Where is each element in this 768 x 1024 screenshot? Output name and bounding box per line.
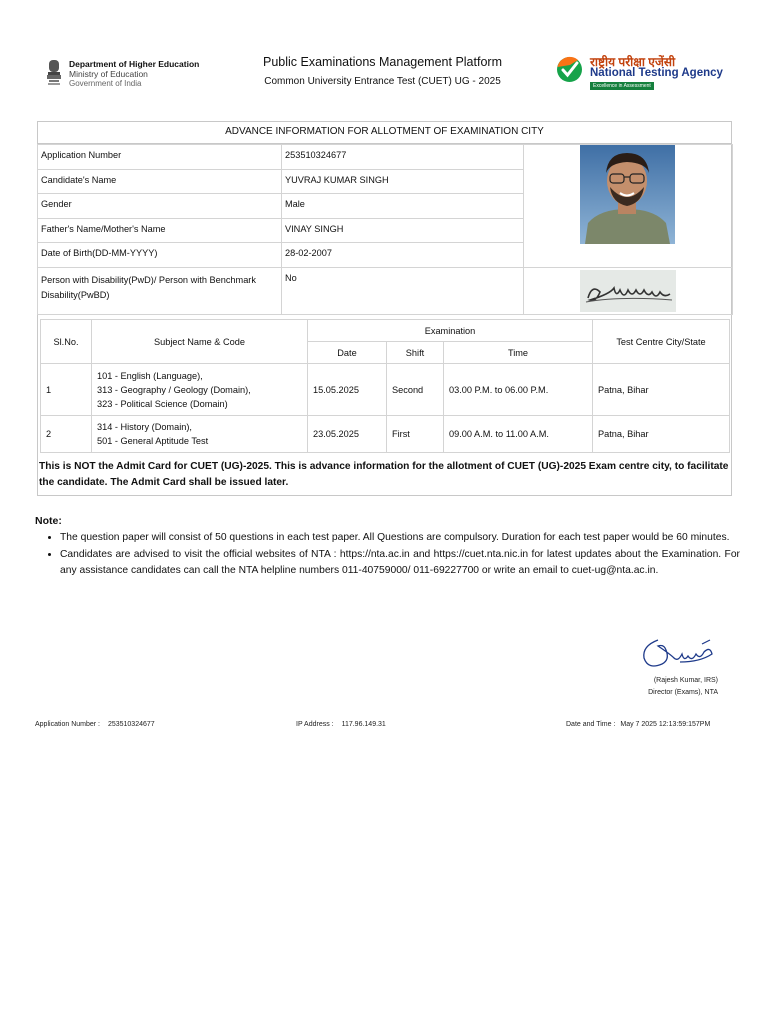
cell-time: 09.00 A.M. to 11.00 A.M. bbox=[444, 416, 593, 453]
value-pwd: No bbox=[282, 267, 524, 314]
advance-info-notice: This is NOT the Admit Card for CUET (UG)-2025. This is advance information for the allotment of CUET (UG)-2025 Exam centre city, to facilitate the candidate. The Admit Card shall be issued later. bbox=[39, 461, 729, 488]
label-dob: Date of Birth(DD-MM-YYYY) bbox=[38, 243, 282, 268]
list-item: • The question paper will consist of 50 questions in each test paper. All Questions are compulsory. Duration for each test paper would be 60 minutes. bbox=[60, 530, 740, 547]
nta-hindi-name: राष्ट्रीय परीक्षा एजेंसी bbox=[590, 55, 676, 69]
cell-subjects bbox=[92, 364, 308, 416]
director-signature bbox=[640, 632, 715, 672]
subject-line: 314 - History (Domain), bbox=[97, 422, 192, 432]
page-title: Public Examinations Management Platform bbox=[262, 55, 502, 69]
signature-icon bbox=[580, 270, 676, 312]
header-sl: Sl.No. bbox=[41, 320, 92, 364]
page-subtitle: Common University Entrance Test (CUET) UG - 2025 bbox=[264, 76, 501, 87]
header-examination: Examination bbox=[308, 320, 593, 342]
footer-datetime-label: Date and Time : bbox=[566, 721, 616, 728]
footer-datetime-value: May 7 2025 12:13:59:157PM bbox=[620, 721, 711, 728]
label-candidate-name: Candidate's Name bbox=[38, 169, 282, 194]
signatory-name: (Rajesh Kumar, IRS) bbox=[653, 677, 718, 684]
doe-line2: Ministry of Education bbox=[69, 69, 148, 79]
director-signature-icon bbox=[640, 632, 715, 672]
value-parent-name: VINAY SINGH bbox=[282, 218, 524, 243]
subject-line: 313 - Geography / Geology (Domain), bbox=[97, 384, 251, 395]
value-application-number: 253510324677 bbox=[282, 145, 524, 170]
label-pwd: Person with Disability(PwD)/ Person with Benchmark Disability(PwBD) bbox=[38, 267, 282, 314]
note-list bbox=[40, 530, 740, 580]
doe-line1: Department of Higher Education bbox=[69, 59, 200, 69]
person-photo-icon bbox=[580, 145, 675, 244]
value-dob: 28-02-2007 bbox=[282, 243, 524, 268]
exam-table bbox=[40, 319, 730, 453]
header-subject: Subject Name & Code bbox=[92, 320, 308, 364]
doe-line3: Government of India bbox=[69, 79, 142, 88]
nta-logo bbox=[556, 53, 736, 93]
header-shift: Shift bbox=[387, 342, 444, 364]
footer-ip-value: 117.96.149.31 bbox=[341, 721, 386, 728]
nta-tagline: Excellence in Assessment bbox=[590, 82, 654, 90]
cell-shift: Second bbox=[387, 364, 444, 416]
table-header-row bbox=[41, 320, 730, 342]
footer-application-value: 253510324677 bbox=[107, 721, 155, 728]
footer-application bbox=[35, 721, 155, 728]
cell-sl: 1 bbox=[41, 364, 92, 416]
subject-line: 501 - General Aptitude Test bbox=[97, 436, 209, 446]
cell-time: 03.00 P.M. to 06.00 P.M. bbox=[444, 364, 593, 416]
label-application-number: Application Number bbox=[38, 145, 282, 170]
table-row bbox=[41, 416, 730, 453]
subject-line: 323 - Political Science (Domain) bbox=[97, 398, 228, 409]
cell-date: 15.05.2025 bbox=[308, 364, 387, 416]
candidate-signature bbox=[580, 270, 676, 312]
header-time: Time bbox=[444, 342, 593, 364]
footer-ip-label: IP Address : bbox=[296, 721, 334, 728]
value-gender: Male bbox=[282, 194, 524, 219]
cell-city: Patna, Bihar bbox=[593, 364, 730, 416]
label-gender: Gender bbox=[38, 194, 282, 219]
note-title: Note: bbox=[35, 515, 62, 527]
subject-line: 101 - English (Language), bbox=[97, 370, 203, 381]
cell-city: Patna, Bihar bbox=[593, 416, 730, 453]
header-city: Test Centre City/State bbox=[593, 320, 730, 364]
cell-subjects bbox=[92, 416, 308, 453]
section-title: ADVANCE INFORMATION FOR ALLOTMENT OF EXAMINATION CITY bbox=[37, 121, 732, 144]
list-item: • Candidates are advised to visit the official websites of NTA : https://nta.ac.in and https://cuet.nta.nic.in for latest updates about the Examination. For any assistance candidates can call the NTA helpline numbers 011-40759000/ 011-69227700 or write an email to cuet-ug@nta.ac.in. bbox=[60, 547, 740, 580]
cell-sl: 2 bbox=[41, 416, 92, 453]
nta-check-icon bbox=[556, 56, 583, 83]
cell-date: 23.05.2025 bbox=[308, 416, 387, 453]
cell-shift: First bbox=[387, 416, 444, 453]
candidate-photo bbox=[580, 145, 675, 244]
table-row bbox=[41, 364, 730, 416]
label-parent-name: Father's Name/Mother's Name bbox=[38, 218, 282, 243]
signatory-designation: Director (Exams), NTA bbox=[648, 689, 718, 696]
nta-english-name: National Testing Agency bbox=[590, 67, 723, 79]
footer-datetime bbox=[566, 721, 710, 728]
value-candidate-name: YUVRAJ KUMAR SINGH bbox=[282, 169, 524, 194]
footer-application-label: Application Number : bbox=[35, 721, 100, 728]
header-date: Date bbox=[308, 342, 387, 364]
national-emblem-icon bbox=[45, 58, 63, 88]
footer-ip bbox=[296, 721, 386, 728]
doe-logo bbox=[45, 58, 215, 92]
